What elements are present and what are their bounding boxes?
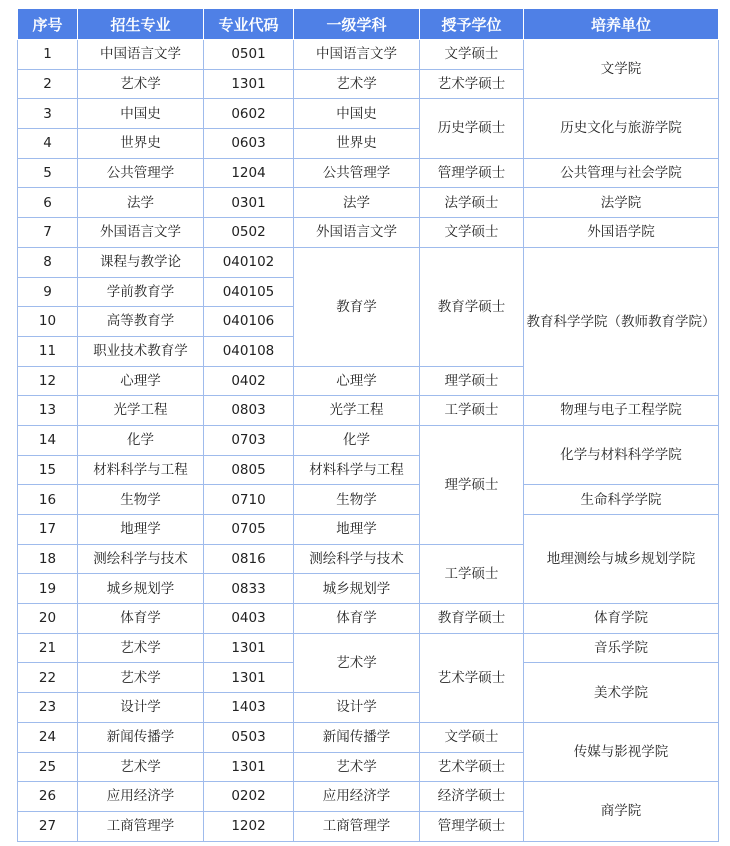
major-cell: 艺术学 bbox=[78, 752, 204, 782]
unit-cell: 历史文化与旅游学院 bbox=[524, 99, 719, 158]
code-cell: 0710 bbox=[204, 485, 294, 515]
row-number-cell: 19 bbox=[18, 574, 78, 604]
major-cell: 艺术学 bbox=[78, 69, 204, 99]
degree-cell: 教育学硕士 bbox=[420, 247, 524, 366]
table-row bbox=[18, 722, 719, 752]
discipline-cell: 世界史 bbox=[294, 129, 420, 159]
table-row bbox=[18, 158, 719, 188]
code-cell: 0803 bbox=[204, 396, 294, 426]
table-row bbox=[18, 247, 719, 277]
major-cell: 高等教育学 bbox=[78, 307, 204, 337]
row-number-cell: 4 bbox=[18, 129, 78, 159]
discipline-cell: 应用经济学 bbox=[294, 782, 420, 812]
degree-cell: 经济学硕士 bbox=[420, 782, 524, 812]
degree-cell: 工学硕士 bbox=[420, 544, 524, 603]
discipline-cell: 地理学 bbox=[294, 515, 420, 545]
discipline-cell: 光学工程 bbox=[294, 396, 420, 426]
table-row bbox=[18, 40, 719, 70]
table-header-row bbox=[18, 9, 719, 40]
row-number-cell: 5 bbox=[18, 158, 78, 188]
major-cell: 心理学 bbox=[78, 366, 204, 396]
code-cell: 0602 bbox=[204, 99, 294, 129]
code-cell: 040106 bbox=[204, 307, 294, 337]
row-number-cell: 22 bbox=[18, 663, 78, 693]
row-number-cell: 20 bbox=[18, 604, 78, 634]
code-cell: 040102 bbox=[204, 247, 294, 277]
table-row bbox=[18, 188, 719, 218]
major-cell: 城乡规划学 bbox=[78, 574, 204, 604]
major-cell: 化学 bbox=[78, 425, 204, 455]
discipline-cell: 测绘科学与技术 bbox=[294, 544, 420, 574]
unit-cell: 文学院 bbox=[524, 40, 719, 99]
code-cell: 1202 bbox=[204, 811, 294, 841]
degree-cell: 工学硕士 bbox=[420, 396, 524, 426]
discipline-cell: 体育学 bbox=[294, 604, 420, 634]
unit-cell: 外国语学院 bbox=[524, 218, 719, 248]
code-cell: 0703 bbox=[204, 425, 294, 455]
header-cell: 一级学科 bbox=[294, 9, 420, 40]
code-cell: 0402 bbox=[204, 366, 294, 396]
major-cell: 公共管理学 bbox=[78, 158, 204, 188]
row-number-cell: 8 bbox=[18, 247, 78, 277]
unit-cell: 教育科学学院（教师教育学院） bbox=[524, 247, 719, 395]
row-number-cell: 7 bbox=[18, 218, 78, 248]
table-row bbox=[18, 515, 719, 545]
code-cell: 1403 bbox=[204, 693, 294, 723]
unit-cell: 体育学院 bbox=[524, 604, 719, 634]
code-cell: 1301 bbox=[204, 752, 294, 782]
discipline-cell: 中国史 bbox=[294, 99, 420, 129]
row-number-cell: 2 bbox=[18, 69, 78, 99]
table-row bbox=[18, 99, 719, 129]
code-cell: 0603 bbox=[204, 129, 294, 159]
unit-cell: 音乐学院 bbox=[524, 633, 719, 663]
unit-cell: 美术学院 bbox=[524, 663, 719, 722]
code-cell: 1301 bbox=[204, 69, 294, 99]
code-cell: 1301 bbox=[204, 663, 294, 693]
code-cell: 0202 bbox=[204, 782, 294, 812]
discipline-cell: 工商管理学 bbox=[294, 811, 420, 841]
header-cell: 培养单位 bbox=[524, 9, 719, 40]
degree-cell: 历史学硕士 bbox=[420, 99, 524, 158]
row-number-cell: 1 bbox=[18, 40, 78, 70]
major-cell: 法学 bbox=[78, 188, 204, 218]
row-number-cell: 12 bbox=[18, 366, 78, 396]
degree-cell: 管理学硕士 bbox=[420, 811, 524, 841]
code-cell: 0403 bbox=[204, 604, 294, 634]
row-number-cell: 14 bbox=[18, 425, 78, 455]
degree-cell: 艺术学硕士 bbox=[420, 633, 524, 722]
header-cell: 招生专业 bbox=[78, 9, 204, 40]
row-number-cell: 13 bbox=[18, 396, 78, 426]
table-row bbox=[18, 396, 719, 426]
row-number-cell: 6 bbox=[18, 188, 78, 218]
major-cell: 外国语言文学 bbox=[78, 218, 204, 248]
discipline-cell: 新闻传播学 bbox=[294, 722, 420, 752]
major-cell: 艺术学 bbox=[78, 663, 204, 693]
discipline-cell: 公共管理学 bbox=[294, 158, 420, 188]
unit-cell: 传媒与影视学院 bbox=[524, 722, 719, 781]
table-row bbox=[18, 485, 719, 515]
code-cell: 0705 bbox=[204, 515, 294, 545]
table-row bbox=[18, 633, 719, 663]
degree-cell: 艺术学硕士 bbox=[420, 752, 524, 782]
discipline-cell: 心理学 bbox=[294, 366, 420, 396]
major-cell: 课程与教学论 bbox=[78, 247, 204, 277]
row-number-cell: 27 bbox=[18, 811, 78, 841]
enrollment-table bbox=[17, 8, 719, 842]
major-cell: 应用经济学 bbox=[78, 782, 204, 812]
code-cell: 0501 bbox=[204, 40, 294, 70]
row-number-cell: 17 bbox=[18, 515, 78, 545]
table-row bbox=[18, 218, 719, 248]
row-number-cell: 24 bbox=[18, 722, 78, 752]
unit-cell: 法学院 bbox=[524, 188, 719, 218]
degree-cell: 文学硕士 bbox=[420, 722, 524, 752]
discipline-cell: 化学 bbox=[294, 425, 420, 455]
major-cell: 体育学 bbox=[78, 604, 204, 634]
row-number-cell: 16 bbox=[18, 485, 78, 515]
major-cell: 艺术学 bbox=[78, 633, 204, 663]
code-cell: 0503 bbox=[204, 722, 294, 752]
degree-cell: 文学硕士 bbox=[420, 40, 524, 70]
header-cell: 专业代码 bbox=[204, 9, 294, 40]
row-number-cell: 26 bbox=[18, 782, 78, 812]
code-cell: 040108 bbox=[204, 336, 294, 366]
row-number-cell: 10 bbox=[18, 307, 78, 337]
major-cell: 材料科学与工程 bbox=[78, 455, 204, 485]
major-cell: 学前教育学 bbox=[78, 277, 204, 307]
major-cell: 新闻传播学 bbox=[78, 722, 204, 752]
row-number-cell: 23 bbox=[18, 693, 78, 723]
degree-cell: 理学硕士 bbox=[420, 425, 524, 544]
row-number-cell: 21 bbox=[18, 633, 78, 663]
degree-cell: 教育学硕士 bbox=[420, 604, 524, 634]
unit-cell: 公共管理与社会学院 bbox=[524, 158, 719, 188]
discipline-cell: 设计学 bbox=[294, 693, 420, 723]
code-cell: 0816 bbox=[204, 544, 294, 574]
unit-cell: 地理测绘与城乡规划学院 bbox=[524, 515, 719, 604]
major-cell: 测绘科学与技术 bbox=[78, 544, 204, 574]
major-cell: 工商管理学 bbox=[78, 811, 204, 841]
major-cell: 中国语言文学 bbox=[78, 40, 204, 70]
table-row bbox=[18, 425, 719, 455]
discipline-cell: 外国语言文学 bbox=[294, 218, 420, 248]
discipline-cell: 教育学 bbox=[294, 247, 420, 366]
table-row bbox=[18, 604, 719, 634]
code-cell: 1204 bbox=[204, 158, 294, 188]
discipline-cell: 法学 bbox=[294, 188, 420, 218]
unit-cell: 生命科学学院 bbox=[524, 485, 719, 515]
degree-cell: 法学硕士 bbox=[420, 188, 524, 218]
code-cell: 040105 bbox=[204, 277, 294, 307]
major-cell: 职业技术教育学 bbox=[78, 336, 204, 366]
degree-cell: 文学硕士 bbox=[420, 218, 524, 248]
row-number-cell: 3 bbox=[18, 99, 78, 129]
table-row bbox=[18, 782, 719, 812]
major-cell: 世界史 bbox=[78, 129, 204, 159]
code-cell: 0805 bbox=[204, 455, 294, 485]
unit-cell: 商学院 bbox=[524, 782, 719, 841]
major-cell: 光学工程 bbox=[78, 396, 204, 426]
header-cell: 序号 bbox=[18, 9, 78, 40]
discipline-cell: 生物学 bbox=[294, 485, 420, 515]
row-number-cell: 11 bbox=[18, 336, 78, 366]
code-cell: 0502 bbox=[204, 218, 294, 248]
discipline-cell: 艺术学 bbox=[294, 752, 420, 782]
discipline-cell: 中国语言文学 bbox=[294, 40, 420, 70]
row-number-cell: 9 bbox=[18, 277, 78, 307]
unit-cell: 化学与材料科学学院 bbox=[524, 425, 719, 484]
header-cell: 授予学位 bbox=[420, 9, 524, 40]
code-cell: 1301 bbox=[204, 633, 294, 663]
code-cell: 0301 bbox=[204, 188, 294, 218]
row-number-cell: 15 bbox=[18, 455, 78, 485]
discipline-cell: 艺术学 bbox=[294, 69, 420, 99]
discipline-cell: 城乡规划学 bbox=[294, 574, 420, 604]
major-cell: 生物学 bbox=[78, 485, 204, 515]
degree-cell: 管理学硕士 bbox=[420, 158, 524, 188]
major-cell: 中国史 bbox=[78, 99, 204, 129]
row-number-cell: 18 bbox=[18, 544, 78, 574]
row-number-cell: 25 bbox=[18, 752, 78, 782]
discipline-cell: 艺术学 bbox=[294, 633, 420, 692]
degree-cell: 艺术学硕士 bbox=[420, 69, 524, 99]
discipline-cell: 材料科学与工程 bbox=[294, 455, 420, 485]
major-cell: 地理学 bbox=[78, 515, 204, 545]
major-cell: 设计学 bbox=[78, 693, 204, 723]
degree-cell: 理学硕士 bbox=[420, 366, 524, 396]
unit-cell: 物理与电子工程学院 bbox=[524, 396, 719, 426]
code-cell: 0833 bbox=[204, 574, 294, 604]
